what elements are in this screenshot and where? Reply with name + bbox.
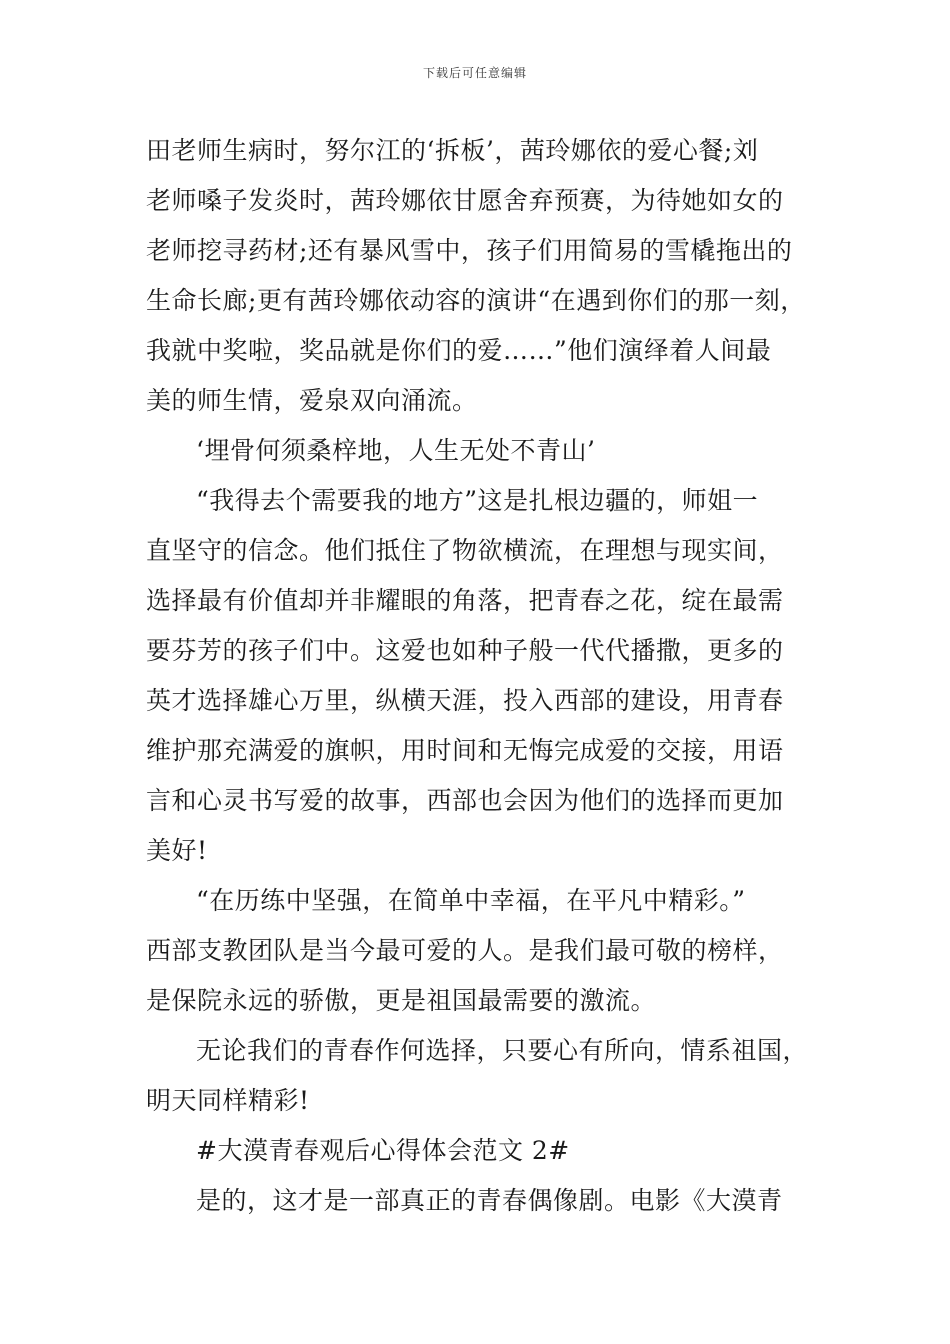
section-heading: #大漠青春观后心得体会范文 2# [196, 1136, 570, 1165]
document-body [146, 126, 816, 1226]
text-line: 是的，这才是一部真正的青春偶像剧。电影《大漠青 [196, 1186, 783, 1215]
text-line: 美好! [146, 836, 208, 865]
text-line: 是保院永远的骄傲，更是祖国最需要的激流。 [146, 986, 657, 1015]
text-line: 要芬芳的孩子们中。这爱也如种子般一代代播撒，更多的 [146, 636, 784, 665]
text-line: 直坚守的信念。他们抵住了物欲横流，在理想与现实间， [146, 536, 784, 565]
text-line: 言和心灵书写爱的故事，西部也会因为他们的选择而更加 [146, 786, 784, 815]
text-line: 明天同样精彩! [146, 1086, 310, 1115]
text-line: “我得去个需要我的地方”这是扎根边疆的，师姐一 [196, 486, 759, 515]
text-line: 老师嗓子发炎时，茜玲娜依甘愿舍弃预赛，为待她如女的 [146, 186, 784, 215]
text-line: 老师挖寻药材;还有暴风雪中，孩子们用简易的雪橇拖出的 [146, 236, 793, 265]
text-line: 选择最有价值却并非耀眼的角落，把青春之花，绽在最需 [146, 586, 784, 615]
text-line: 田老师生病时，努尔江的‘拆板’，茜玲娜依的爱心餐;刘 [146, 136, 759, 165]
text-line: 生命长廊;更有茜玲娜依动容的演讲“在遇到你们的那一刻， [146, 286, 806, 315]
text-line: 英才选择雄心万里，纵横天涯，投入西部的建设，用青春 [146, 686, 784, 715]
text-line: 我就中奖啦，奖品就是你们的爱……”他们演绎着人间最 [146, 336, 772, 365]
text-line: “在历练中坚强，在简单中幸福，在平凡中精彩。” [196, 886, 746, 915]
text-line: 无论我们的青春作何选择，只要心有所向，情系祖国， [196, 1036, 809, 1065]
text-line: 维护那充满爱的旗帜，用时间和无悔完成爱的交接，用语 [146, 736, 784, 765]
section-quote-line: ‘埋骨何须桑梓地，人生无处不青山’ [196, 436, 596, 465]
text-line: 西部支教团队是当今最可爱的人。是我们最可敬的榜样， [146, 936, 784, 965]
text-line: 美的师生情，爱泉双向涌流。 [146, 386, 478, 415]
page-header: 下载后可任意编辑 [422, 66, 527, 80]
